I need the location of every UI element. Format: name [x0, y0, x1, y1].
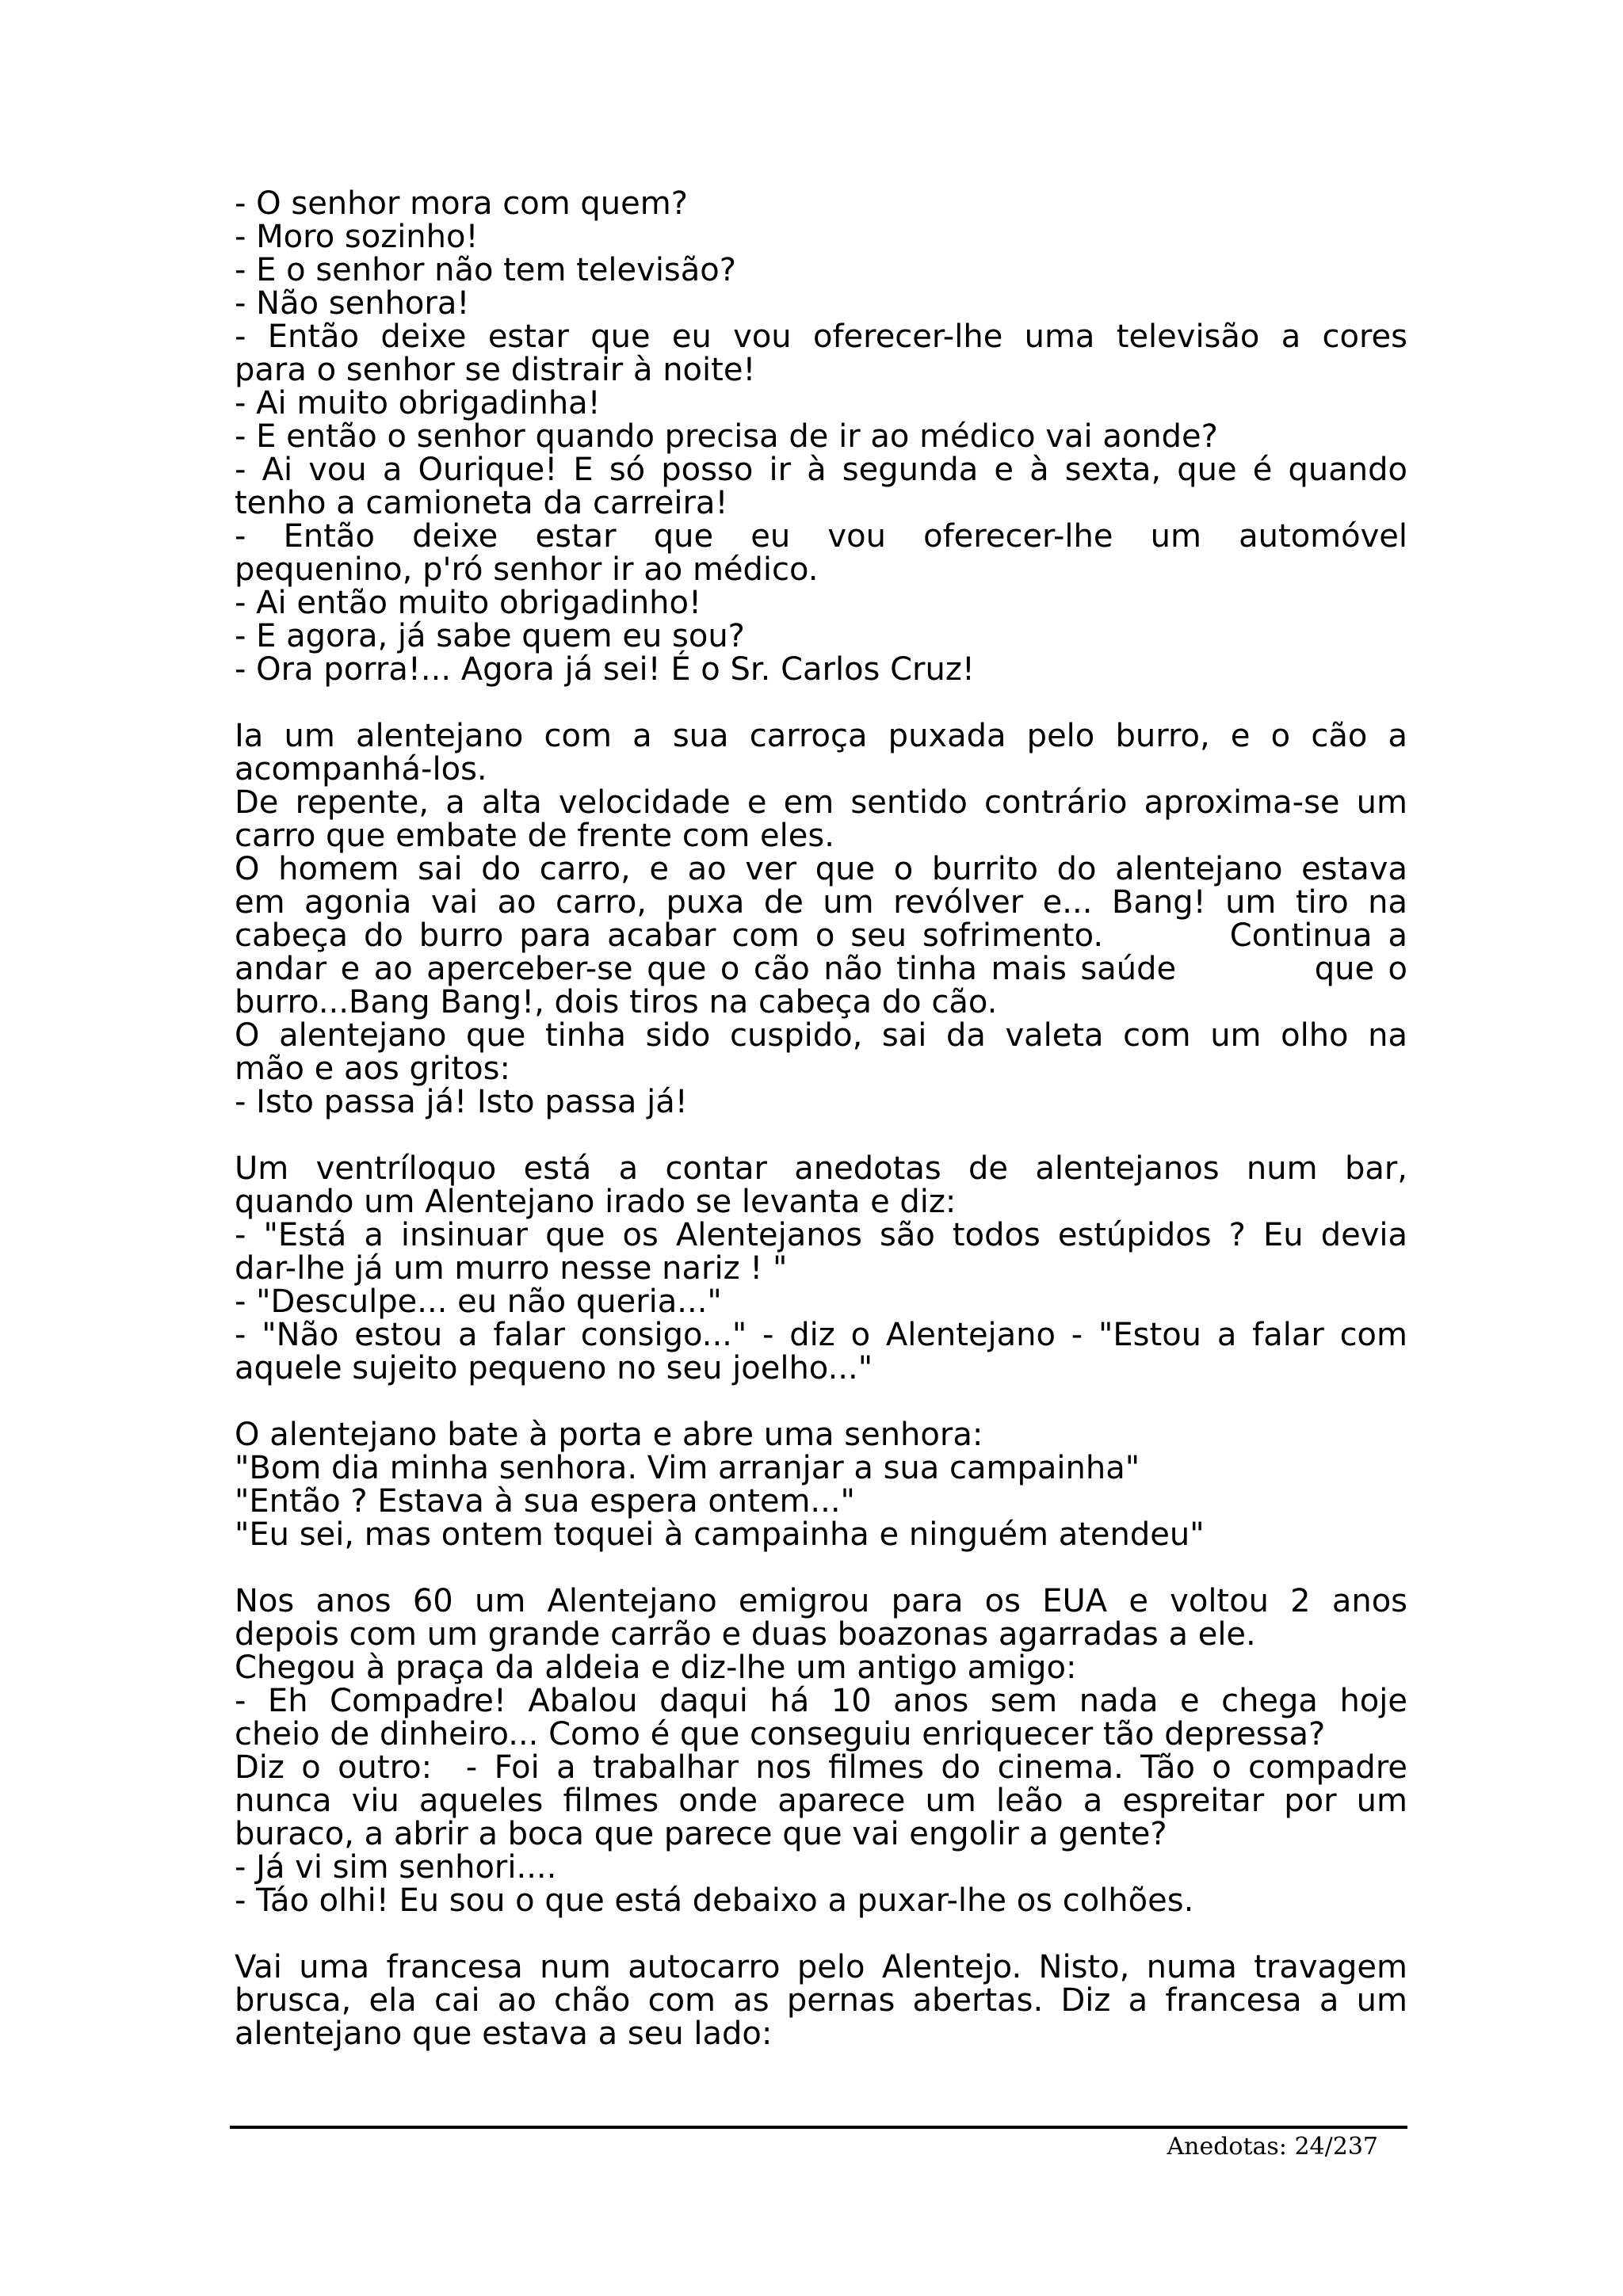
joke-paragraph [235, 1152, 1407, 1385]
text-line: mão e aos gritos: [235, 1051, 510, 1087]
text-line: - Ora porra!... Agora já sei! É o Sr. Carlos Cruz! [235, 651, 975, 688]
text-line: - Eh Compadre! Abalou daqui há 10 anos sem nada e chega hoje [235, 1683, 1407, 1719]
text-line: - Moro sozinho! [235, 219, 479, 255]
text-line: - Já vi sim senhori.... [235, 1849, 557, 1886]
text-line: O alentejano que tinha sido cuspido, sai da valeta com um olho na [235, 1017, 1407, 1054]
joke-paragraph [235, 1585, 1407, 1917]
text-line: - Ai vou a Ourique! E só posso ir à segunda e à sexta, que é quando [235, 452, 1407, 488]
joke-paragraph [235, 1951, 1407, 2050]
text-line: dar-lhe já um murro nesse nariz ! " [235, 1250, 788, 1287]
text-line: quando um Alentejano irado se levanta e diz: [235, 1184, 957, 1220]
document-body [235, 187, 1407, 2084]
text-line: cheio de dinheiro... Como é que conseguiu enriquecer tão depressa? [235, 1716, 1326, 1753]
text-line: - Então deixe estar que eu vou oferecer-lhe uma televisão a cores [235, 318, 1407, 355]
text-line: - "Não estou a falar consigo..." - diz o Alentejano - "Estou a falar com [235, 1317, 1407, 1353]
text-line: - O senhor mora com quem? [235, 185, 688, 222]
text-line: - "Está a insinuar que os Alentejanos são todos estúpidos ? Eu devia [235, 1217, 1407, 1253]
text-line: Diz o outro: - Foi a trabalhar nos filmes do cinema. Tão o compadre [235, 1749, 1407, 1786]
text-line: O alentejano bate à porta e abre uma senhora: [235, 1417, 983, 1453]
joke-paragraph [235, 719, 1407, 1119]
text-line: alentejano que estava a seu lado: [235, 2016, 773, 2052]
page-number: Anedotas: 24/237 [1167, 2133, 1378, 2161]
text-line: Ia um alentejano com a sua carroça puxada pelo burro, e o cão a [235, 718, 1407, 754]
text-line: - Não senhora! [235, 285, 470, 322]
text-line: O homem sai do carro, e ao ver que o burrito do alentejano estava [235, 851, 1407, 887]
text-line: Um ventríloquo está a contar anedotas de alentejanos num bar, [235, 1150, 1407, 1187]
text-line: De repente, a alta velocidade e em sentido contrário aproxima-se um [235, 784, 1407, 821]
text-line: - Então deixe estar que eu vou oferecer-lhe um automóvel [235, 518, 1407, 555]
text-line: andar e ao aperceber-se que o cão não tinha mais saúde que o [235, 951, 1407, 987]
text-line: - Ai muito obrigadinha! [235, 385, 601, 421]
text-line: aquele sujeito pequeno no seu joelho..." [235, 1350, 873, 1386]
text-line: brusca, ela cai ao chão com as pernas abertas. Diz a francesa a um [235, 1982, 1407, 2019]
text-line: depois com um grande carrão e duas boazonas agarradas a ele. [235, 1616, 1256, 1653]
text-line: - Ai então muito obrigadinho! [235, 585, 702, 621]
text-line: carro que embate de frente com eles. [235, 818, 834, 854]
text-line: Nos anos 60 um Alentejano emigrou para os EUA e voltou 2 anos [235, 1583, 1407, 1619]
text-line: - E então o senhor quando precisa de ir ao médico vai aonde? [235, 418, 1218, 455]
text-line: para o senhor se distrair à noite! [235, 352, 756, 388]
text-line: buraco, a abrir a boca que parece que vai engolir a gente? [235, 1816, 1167, 1852]
text-line: burro...Bang Bang!, dois tiros na cabeça do cão. [235, 984, 998, 1020]
joke-paragraph [235, 1418, 1407, 1551]
text-line: "Bom dia minha senhora. Vim arranjar a sua campainha" [235, 1450, 1140, 1486]
joke-paragraph [235, 187, 1407, 686]
text-line: "Então ? Estava à sua espera ontem..." [235, 1483, 855, 1520]
text-line: em agonia vai ao carro, puxa de um revólver e... Bang! um tiro na [235, 884, 1407, 921]
text-line: Vai uma francesa num autocarro pelo Alentejo. Nisto, numa travagem [235, 1949, 1407, 1985]
footer-divider [230, 2126, 1407, 2129]
text-line: "Eu sei, mas ontem toquei à campainha e ninguém atendeu" [235, 1516, 1205, 1553]
text-line: - Isto passa já! Isto passa já! [235, 1084, 688, 1120]
text-line: pequenino, p'ró senhor ir ao médico. [235, 551, 819, 588]
text-line: nunca viu aqueles filmes onde aparece um leão a espreitar por um [235, 1783, 1407, 1819]
text-line: - E agora, já sabe quem eu sou? [235, 618, 745, 654]
text-line: acompanhá-los. [235, 751, 487, 788]
text-line: - Táo olhi! Eu sou o que está debaixo a puxar-lhe os colhões. [235, 1882, 1194, 1919]
text-line: - E o senhor não tem televisão? [235, 252, 736, 288]
text-line: Chegou à praça da aldeia e diz-lhe um antigo amigo: [235, 1650, 1077, 1686]
text-line: tenho a camioneta da carreira! [235, 485, 728, 521]
text-line: cabeça do burro para acabar com o seu sofrimento. Continua a [235, 917, 1407, 954]
text-line: - "Desculpe... eu não queria..." [235, 1283, 722, 1320]
